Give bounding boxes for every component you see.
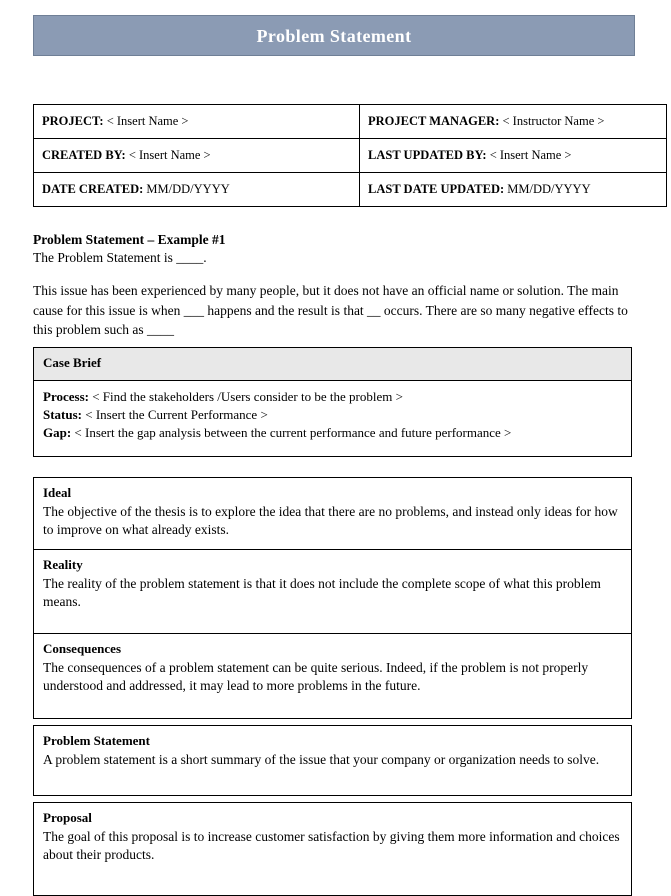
table-row [34,105,667,139]
framework-sections [33,477,632,896]
table-row [34,139,667,173]
section-body: The goal of this proposal is to increase customer satisfaction by giving them more information and choices about their products. [43,828,620,863]
info-label: CREATED BY: [42,147,126,162]
section-group-proposal [33,802,632,896]
case-brief-box [33,347,632,457]
section-consequences [34,633,631,718]
section-proposal [34,803,631,895]
section-title: Ideal [43,485,72,500]
problem-statement-intro: The Problem Statement is ____. [33,250,207,266]
info-label: LAST UPDATED BY: [368,147,487,162]
case-brief-row-status [43,406,622,424]
info-value: < Instructor Name > [502,113,605,128]
section-problem-statement [34,726,631,795]
case-brief-value: < Insert the Current Performance > [85,406,268,422]
section-title: Proposal [43,810,92,826]
info-cell-last-updated-by [360,139,667,173]
section-body: The reality of the problem statement is that it does not include the complete scope of what this problem means. [43,575,601,609]
info-label: DATE CREATED: [42,181,144,196]
problem-statement-section [33,231,645,339]
info-value: < Insert Name > [128,147,211,162]
info-cell-created-by [34,139,360,173]
case-brief-value: < Insert the gap analysis between the current performance and future performance > [74,424,512,440]
case-brief-key: Status: [43,406,83,422]
info-cell-date-created [34,173,360,207]
section-title: Problem Statement [43,732,150,748]
case-brief-value: < Find the stakeholders /Users consider to be the problem > [92,388,403,404]
project-info-table [33,104,667,207]
info-label: LAST DATE UPDATED: [368,181,505,196]
info-cell-last-date-updated [360,173,667,207]
section-ideal [34,478,631,549]
section-title: Consequences [43,641,122,657]
info-label: PROJECT MANAGER: [368,113,500,128]
info-value: < Insert Name > [489,147,572,162]
info-cell-project-manager [360,105,667,139]
section-body: The objective of the thesis is to explore the idea that there are no problems, and instead only ideas for how to improve on what already exists. [43,503,618,538]
section-title: Reality [43,556,83,572]
section-group-primary [33,477,632,719]
info-label: PROJECT: [42,113,104,128]
case-brief-header: Case Brief [34,348,631,381]
info-value: MM/DD/YYYY [507,181,591,196]
case-brief-row-process [43,388,622,406]
problem-statement-heading: Problem Statement – Example #1 [33,232,226,247]
table-row [34,173,667,207]
section-group-problem-statement [33,725,632,796]
case-brief-key: Process: [43,388,89,404]
case-brief-key: Gap: [43,424,72,440]
section-body: The consequences of a problem statement can be quite serious. Indeed, if the problem is not properly understood and addressed, it may lead to more problems in the future. [43,660,589,694]
info-cell-project [34,105,360,139]
case-brief-row-gap [43,424,622,442]
info-value: < Insert Name > [106,113,189,128]
document-title-banner [33,15,635,56]
problem-statement-paragraph: This issue has been experienced by many people, but it does not have an official name or solution. The main cause for this issue is when ___ happens and the result is that __ occurs. There are so many negative effects to this problem such as ____ [33,283,628,337]
section-body: A problem statement is a short summary of the issue that your company or organization needs to solve. [43,751,600,767]
case-brief-body [34,381,631,456]
page-title: Problem Statement [256,25,412,46]
section-reality [34,549,631,634]
info-value: MM/DD/YYYY [146,181,230,196]
